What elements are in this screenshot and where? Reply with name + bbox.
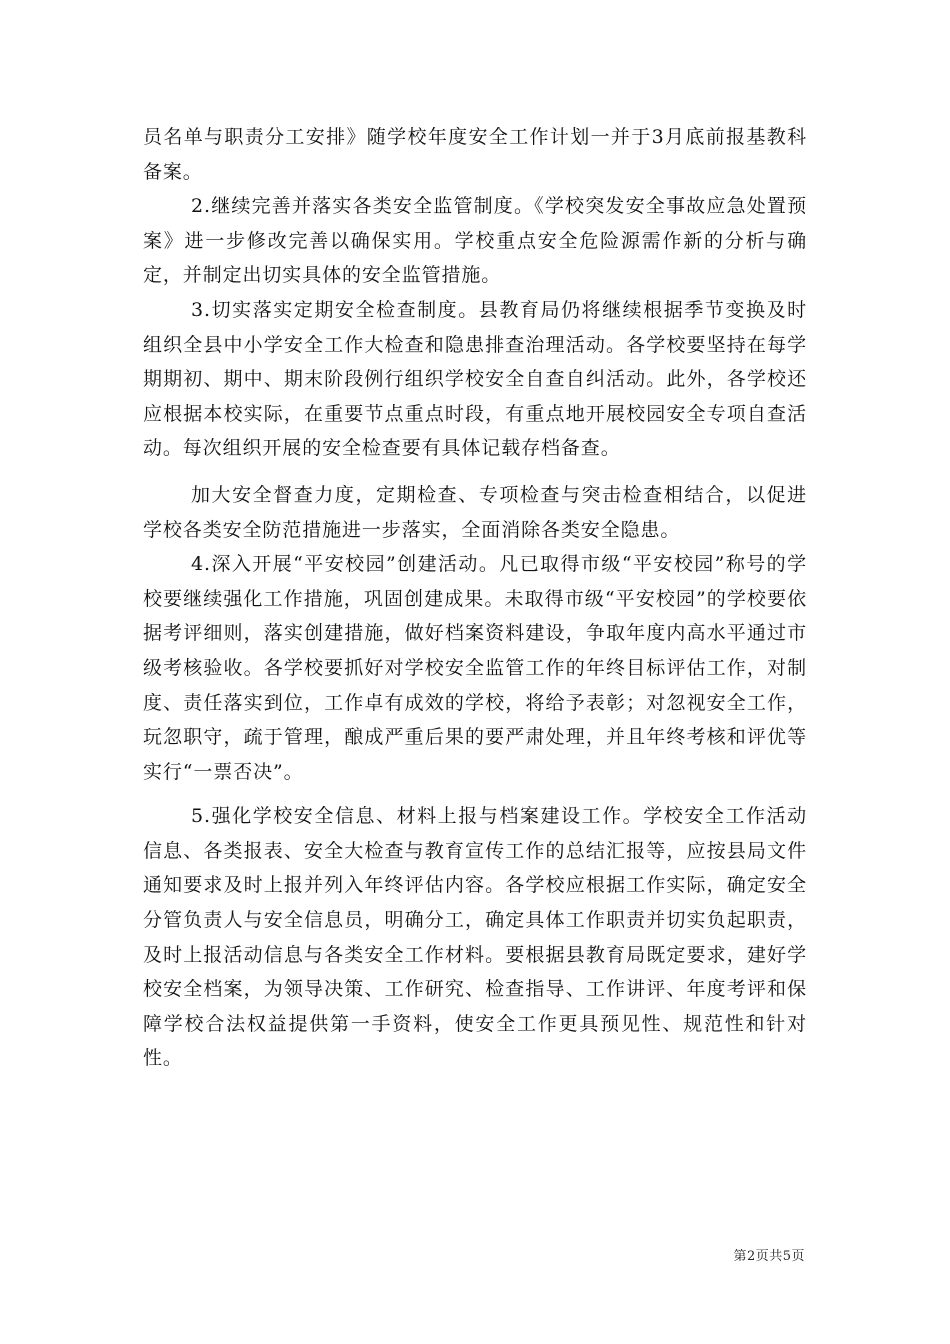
paragraph-gap bbox=[143, 789, 807, 799]
paragraph-inspection: 加大安全督查力度，定期检查、专项检查与突击检查相结合，以促进学校各类安全防范措施进一步落实，全面消除各类安全隐患。 bbox=[143, 483, 807, 541]
paragraph-continuation: 员名单与职责分工安排》随学校年度安全工作计划一并于3月底前报基教科备案。 bbox=[143, 126, 807, 183]
paragraph-item-3: 3.切实落实定期安全检查制度。县教育局仍将继续根据季节变换及时组织全县中小学安全工作大检查和隐患排查治理活动。各学校要坚持在每学期期初、期中、期末阶段例行组织学校安全自查自纠活动。此外，各学校还应根据本校实际，在重要节点重点时段，有重点地开展校园安全专项自查活动。每次组织开展的安全检查要有具体记载存档备查。 bbox=[143, 298, 807, 460]
paragraph-item-4: 4.深入开展“平安校园”创建活动。凡已取得市级“平安校园”称号的学校要继续强化工作措施，巩固创建成果。未取得市级“平安校园”的学校要依据考评细则，落实创建措施，做好档案资料建设，争取年度内高水平通过市级考核验收。各学校要抓好对学校安全监管工作的年终目标评估工作，对制度、责任落实到位，工作卓有成效的学校，将给予表彰；对忽视安全工作，玩忽职守，疏于管理，酿成严重后果的要严肃处理，并且年终考核和评优等实行“一票否决”。 bbox=[143, 553, 807, 783]
paragraph-item-2: 2.继续完善并落实各类安全监管制度。《学校突发安全事故应急处置预案》进一步修改完善以确保实用。学校重点安全危险源需作新的分析与确定，并制定出切实具体的安全监管措施。 bbox=[143, 195, 807, 287]
document-body bbox=[143, 120, 807, 1076]
paragraph-item-5: 5.强化学校安全信息、材料上报与档案建设工作。学校安全工作活动信息、各类报表、安全大检查与教育宣传工作的总结汇报等，应按县局文件通知要求及时上报并列入年终评估内容。各学校应根据工作实际，确定安全分管负责人与安全信息员，明确分工，确定具体工作职责并切实负起职责，及时上报活动信息与各类安全工作材料。要根据县教育局既定要求，建好学校安全档案，为领导决策、工作研究、检查指导、工作讲评、年度考评和保障学校合法权益提供第一手资料，使安全工作更具预见性、规范性和针对性。 bbox=[143, 805, 807, 1070]
page-number-footer: 第2页共5页 bbox=[733, 1249, 805, 1264]
paragraph-gap bbox=[143, 466, 807, 478]
